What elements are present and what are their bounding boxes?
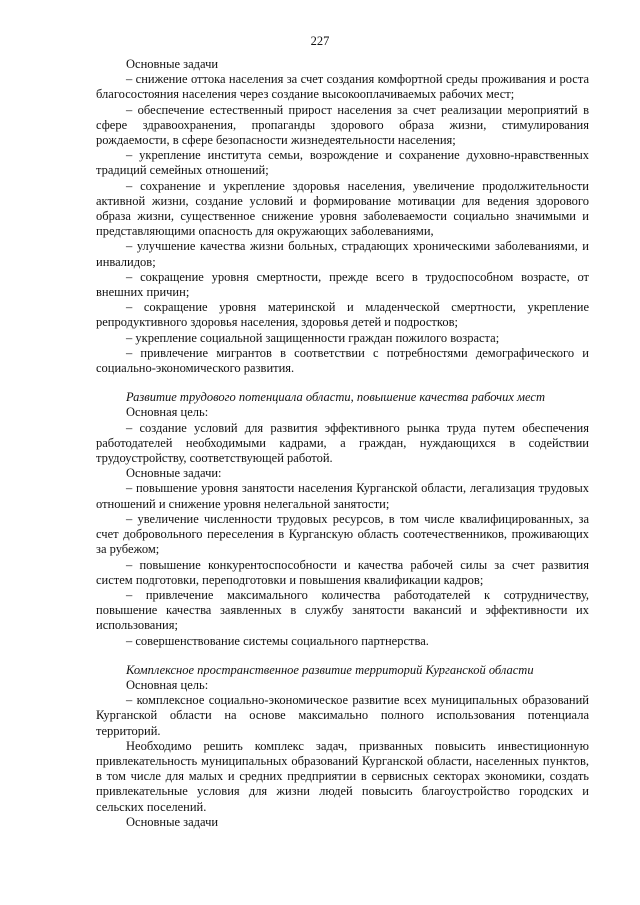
section-label: Основная цель: xyxy=(126,405,209,420)
list-item: – повышение уровня занятости населения Курганской области, легализация трудовых отношений и снижение уровня нелегальной занятости; xyxy=(96,481,589,511)
list-item: – привлечение максимального количества работодателей к сотрудничеству, повышение качества заявленных в службу занятости вакансий и эффективности их использования; xyxy=(96,587,589,633)
document-body xyxy=(96,57,589,830)
page-number: 227 xyxy=(310,34,330,48)
section-label: Основные задачи xyxy=(126,814,219,829)
section-label: Основные задачи xyxy=(126,57,219,71)
list-item: – совершенствование системы социального партнерства. xyxy=(126,633,429,648)
list-item: – сокращение уровня материнской и младенческой смертности, укрепление репродуктивного здоровья населения, здоровья детей и подростков; xyxy=(96,300,589,330)
section-label: Основная цель: xyxy=(126,677,209,692)
list-item: – улучшение качества жизни больных, страдающих хроническими заболеваниями, и инвалидов; xyxy=(96,239,589,269)
list-item: – сохранение и укрепление здоровья населения, увеличение продолжительности активной жизни, создание условий и формирование мотивации для ведения здорового образа жизни, существенное снижение уровня заболеваемости социально значимыми и представляющими опасность для окружающих заболеваниями, xyxy=(96,178,589,239)
list-item: – создание условий для развития эффективного рынка труда путем обеспечения работодателей необходимыми кадрами, а граждан, нуждающихся в содействии трудоустройству, соответствующей работой. xyxy=(96,420,589,466)
list-item: – снижение оттока населения за счет создания комфортной среды проживания и роста благосостояния населения через создание высокооплачиваемых рабочих мест; xyxy=(96,72,589,102)
body-paragraph: Необходимо решить комплекс задач, призванных повысить инвестиционную привлекательность муниципальных образований Курганской области, населенных пунктов, в том числе для малых и средних предприятии в сервисных секторах экономики, создать привлекательные условия для жизни людей повысить благоустройство городских и сельских поселений. xyxy=(96,738,589,814)
section-label: Основные задачи: xyxy=(126,466,222,481)
list-item: – укрепление социальной защищенности граждан пожилого возраста; xyxy=(126,330,500,345)
list-item: – привлечение мигрантов в соответствии с потребностями демографического и социально-экономического развития. xyxy=(96,345,589,376)
list-item: – увеличение численности трудовых ресурсов, в том числе квалифицированных, за счет добровольного переселения в Курганскую область соотечественников, проживающих за рубежом; xyxy=(96,511,589,557)
list-item: – укрепление института семьи, возрождение и сохранение духовно-нравственных традиций семейных отношений; xyxy=(96,148,589,178)
list-item: – сокращение уровня смертности, прежде всего в трудоспособном возрасте, от внешних причин; xyxy=(96,269,589,300)
list-item: – комплексное социально-экономическое развитие всех муниципальных образований Курганской области на основе максимально полного использования потенциала территорий. xyxy=(96,693,589,738)
section-heading-labor: Развитие трудового потенциала области, повышение качества рабочих мест xyxy=(126,390,545,405)
list-item: – обеспечение естественный прирост населения за счет реализации мероприятий в сфере здравоохранения, пропаганды здорового образа жизни, стимулирования рождаемости, в сфере безопасности жизнедеятельности населения; xyxy=(96,102,589,148)
list-item: – повышение конкурентоспособности и качества рабочей силы за счет развития систем подготовки, переподготовки и повышения квалификации кадров; xyxy=(96,557,589,587)
section-heading-territories: Комплексное пространственное развитие территорий Курганской области xyxy=(126,662,534,677)
